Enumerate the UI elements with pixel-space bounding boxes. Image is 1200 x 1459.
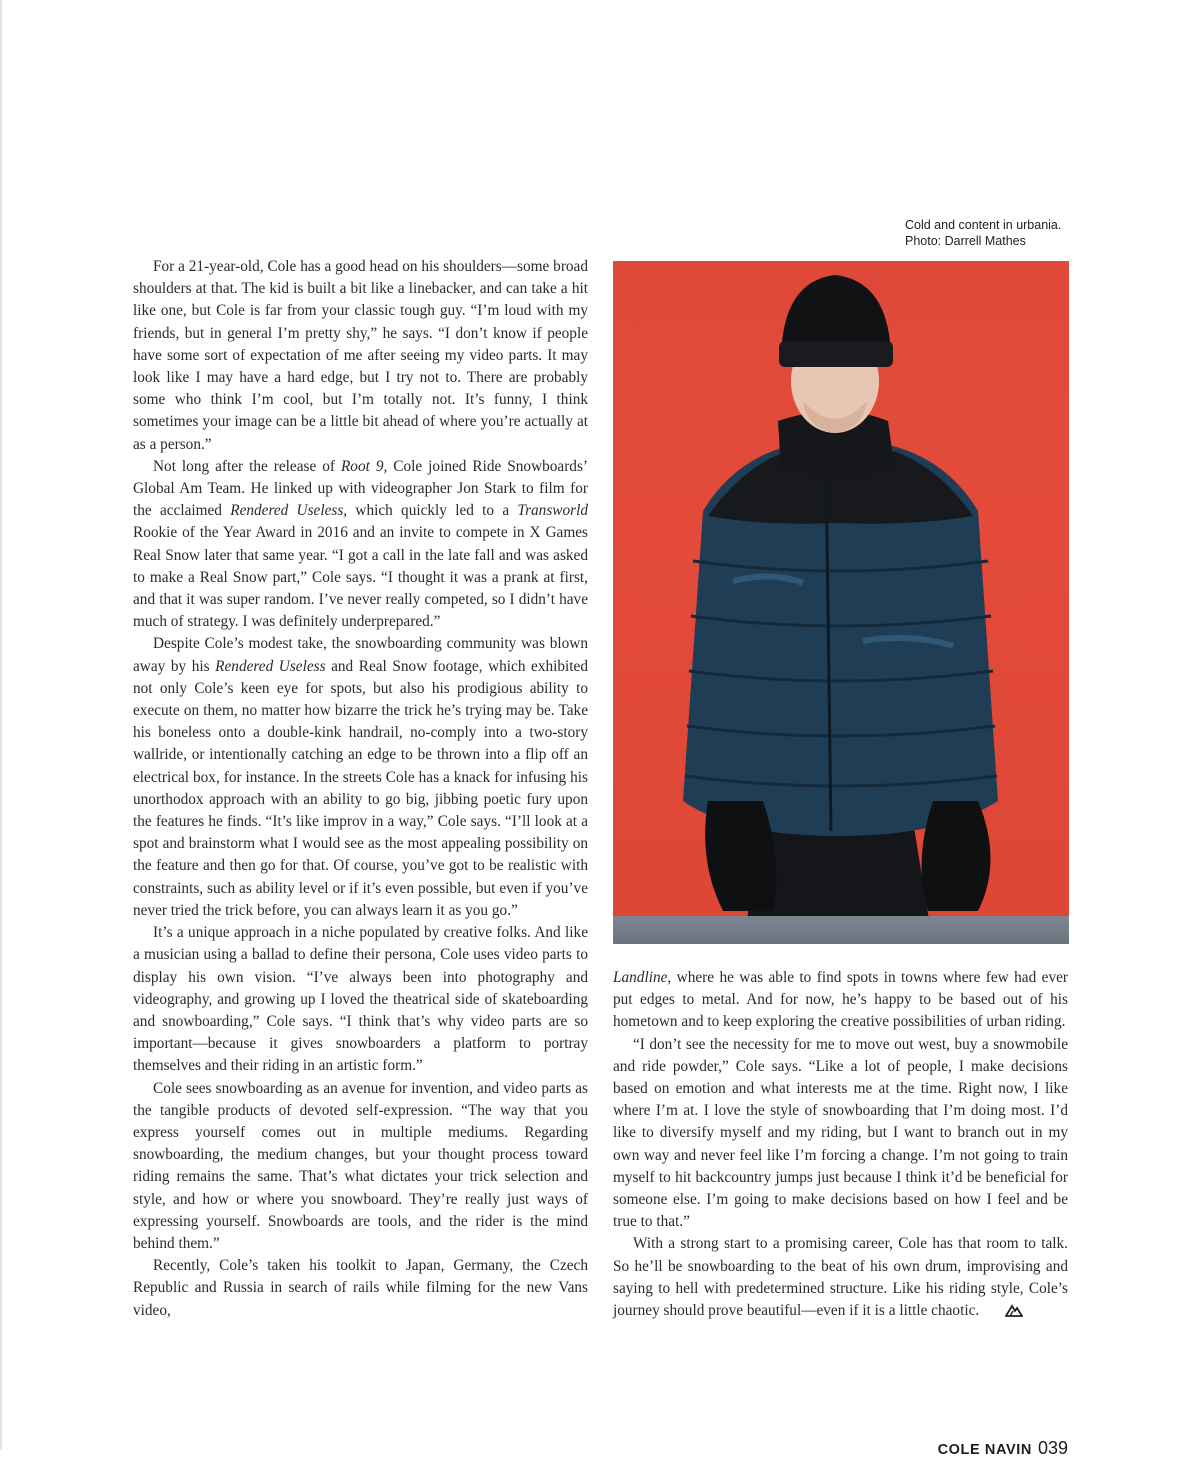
text-run: With a strong start to a promising career, Cole has that room to talk. So he’ll be snowboarding to the beat of his own drum, improvising and saying to hell with predetermined structure. Like his riding style, Cole’s journey should prove beautiful—even if it is a little chaotic. (613, 1235, 1068, 1320)
title-transworld: Transworld (517, 502, 588, 520)
paragraph (613, 967, 1068, 1034)
portrait-photo (613, 261, 1069, 944)
title-landline: Landline (613, 969, 668, 986)
paragraph: Recently, Cole’s taken his toolkit to Japan, Germany, the Czech Republic and Russia in search of rails while filming for the new Vans video, (133, 1257, 588, 1319)
page-edge (0, 0, 2, 1450)
title-rendered-useless: Rendered Useless (230, 502, 344, 520)
photo-caption (905, 218, 1145, 249)
paragraph: For a 21-year-old, Cole has a good head on his shoulders—some broad shoulders at that. The kid is built a bit like a linebacker, and can take a hit like one, but Cole is far from your classic tough guy. “I’m loud with my friends, but in general I’m pretty shy,” he says. “I don’t know if people have some sort of expectation of me after seeing my video parts. It may look like I may have a hard edge, but I try not to. There are probably some who think I’m cool, but I’m totally not. It’s funny, I think sometimes your image can be a little bit ahead of where you’re actually at as a person.” (133, 258, 588, 453)
photo-floor (613, 916, 1069, 944)
text-run: Cole joined Ride Snowboards’ Global Am Team. He linked up with videographer Jon Stark to film for the acclaimed (133, 457, 588, 520)
paragraph: It’s a unique approach in a niche populated by creative folks. And like a musician using a ballad to define their persona, Cole uses video parts to display his own vision. “I’ve always been into photography and videography, and growing up I loved the theatrical side of skateboarding and snowboarding,” Cole says. “I think that’s why video parts are so important—because it gives snowboarders a platform to portray themselves and their riding in an artistic form.” (133, 924, 588, 1075)
title-rendered-useless: Rendered Useless (215, 657, 326, 675)
text-run: Despite Cole’s modest take, the snowboarding community was blown away by his (133, 635, 588, 675)
text-run: , where he was able to find spots in towns where few had ever put edges to metal. And for now, he’s happy to be based out of his hometown and to keep exploring the creative possibilities of urban riding. (613, 969, 1068, 1031)
paragraph (133, 456, 588, 634)
photo-credit: Photo: Darrell Mathes (905, 233, 1026, 248)
page-footer (938, 1438, 1068, 1459)
portrait-illustration (613, 261, 1069, 944)
left-column (133, 256, 588, 1322)
paragraph: Cole sees snowboarding as an avenue for invention, and video parts as the tangible products of devoted self-expression. “The way that you express yourself comes out in multiple mediums. Regarding snowboarding, the medium changes, but your thought process toward riding remains the same. That’s what dictates your trick selection and style, and how or where you snowboard. They’re really just ways of expressing yourself. Snowboards are tools, and the rider is the mind behind them.” (133, 1079, 588, 1252)
title-root-9: Root 9, (340, 457, 388, 475)
paragraph: “I don’t see the necessity for me to move out west, buy a snowmobile and ride powder,” Cole says. “Like a lot of people, I make decisions based on emotion and what interests me at the time. Right now, I like where I’m at. I love the style of snowboarding that I’m doing most. I’d like to diversify myself and my riding, but I want to branch out in my own way and never feel like I’m forcing a change. I’m not going to train myself to hit backcountry jumps just because I think it’d be beneficial for someone else. I’m going to make decisions based on how I feel and be true to that.” (613, 1035, 1068, 1231)
paragraph (133, 633, 588, 922)
section-name: COLE NAVIN (937, 1442, 1032, 1458)
caption-line: Cold and content in urbania. (905, 218, 1062, 232)
page-number: 039 (1037, 1438, 1068, 1458)
text-run: Rookie of the Year Award in 2016 and an invite to compete in X Games Real Snow later that same year. “I got a call in the late fall and was asked to make a Real Snow part,” Cole says. “I thought it was a prank at first, and that it was super random. I’ve never really competed, so I didn’t have much of strategy. I was definitely underprepared.” (133, 524, 588, 631)
right-column (613, 967, 1068, 1324)
text-run: Not long after the release of (153, 457, 341, 475)
text-run: , which quickly led to a (343, 502, 518, 520)
text-run: and Real Snow footage, which exhibited not only Cole’s keen eye for spots, but also his prodigious ability to execute on them, no matter how bizarre the trick he’s trying may be. Take his boneless onto a double-kink handrail, no-comply into a two-story wallride, or intentionally catching an edge to be thrown into a flip off an electrical box, for instance. In the streets Cole has a knack for infusing his unorthodox approach with an ability to go big, jibbing poetic fury upon the features he finds. “It’s like improv in a way,” Cole says. “I’ll look at a spot and brainstorm what I would see as the most appealing possibility on the feature and then go for that. Of course, you’ve got to be realistic with constraints, such as ability level or if it’s even possible, but even if you’ve never tried the trick before, you can always learn it as you go.” (133, 657, 588, 919)
paragraph (613, 1233, 1068, 1324)
mountain-logo-icon (985, 1302, 1023, 1324)
